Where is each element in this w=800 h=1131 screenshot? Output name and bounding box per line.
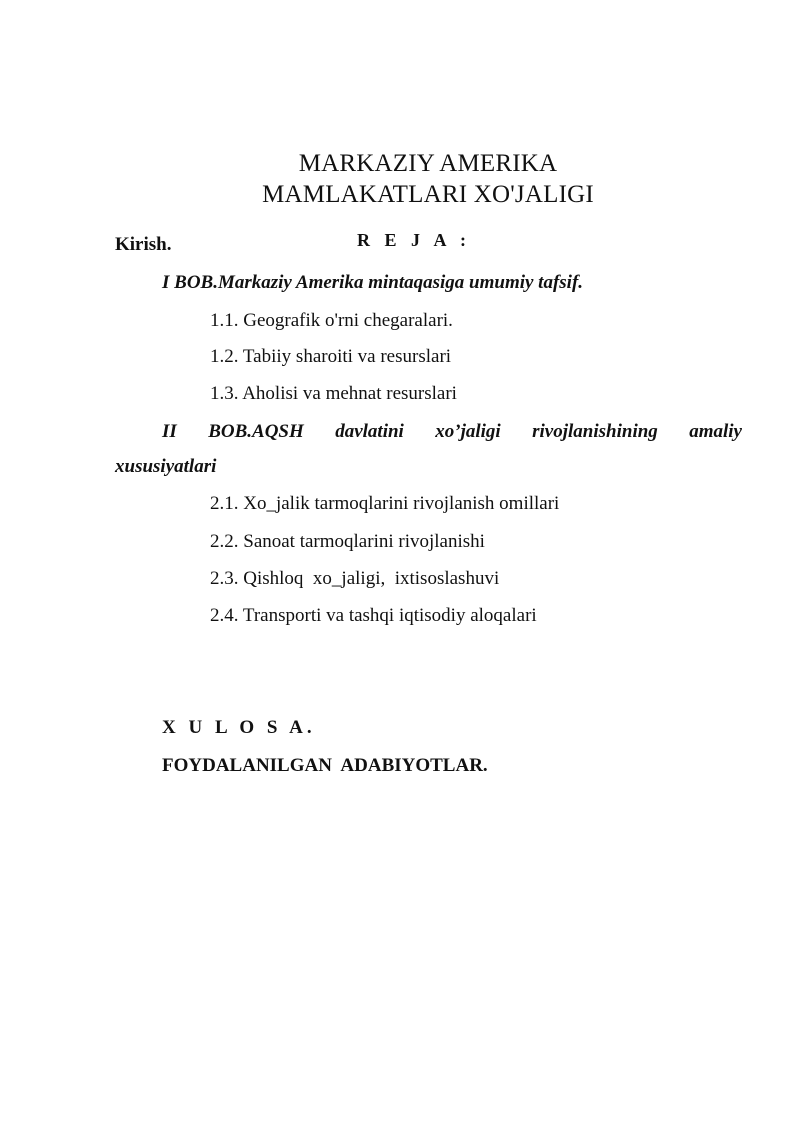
chapter-2-heading-word: rivojlanishining <box>532 421 658 442</box>
intro-heading: Kirish. <box>115 234 172 255</box>
document-title-line-2: MAMLAKATLARI XO'JALIGI <box>262 181 594 208</box>
chapter-1-item-1: 1.1. Geografik o'rni chegaralari. <box>210 310 453 331</box>
document-title-line-1: MARKAZIY AMERIKA <box>298 150 558 177</box>
references-heading: FOYDALANILGAN ADABIYOTLAR. <box>162 755 488 776</box>
chapter-1-heading: I BOB.Markaziy Amerika mintaqasiga umumiy tafsif. <box>162 272 584 293</box>
chapter-2-item-3: 2.3. Qishloq xo_jaligi, ixtisoslashuvi <box>210 568 500 589</box>
chapter-2-heading-word: II <box>162 421 177 442</box>
chapter-2-heading-word: BOB.AQSH <box>208 421 304 442</box>
chapter-2-item-1: 2.1. Xo_jalik tarmoqlarini rivojlanish omillari <box>210 493 560 514</box>
chapter-2-heading-word: amaliy <box>689 421 742 442</box>
chapter-1-item-3: 1.3. Aholisi va mehnat resurslari <box>210 383 457 404</box>
conclusion-heading: X U L O S A. <box>162 717 316 738</box>
chapter-2-heading <box>162 421 742 443</box>
chapter-2-item-2: 2.2. Sanoat tarmoqlarini rivojlanishi <box>210 531 485 552</box>
chapter-1-item-2: 1.2. Tabiiy sharoiti va resurslari <box>210 346 452 367</box>
plan-heading: R E J A : <box>357 230 472 250</box>
chapter-2-heading-continuation: xususiyatlari <box>115 456 217 477</box>
chapter-2-heading-word: davlatini <box>335 421 404 442</box>
chapter-2-item-4: 2.4. Transporti va tashqi iqtisodiy aloqalari <box>210 605 537 626</box>
chapter-2-heading-word: xo’jaligi <box>435 421 501 442</box>
